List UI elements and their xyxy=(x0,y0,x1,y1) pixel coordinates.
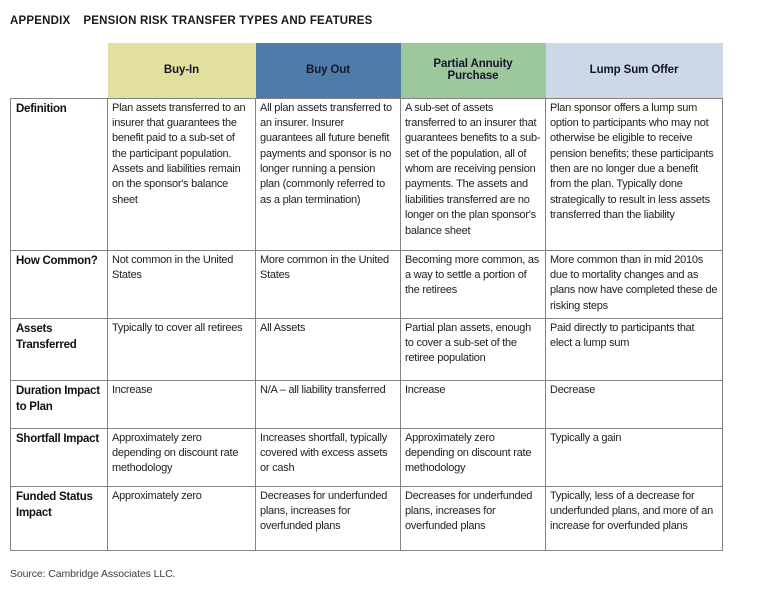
table-row-how-common xyxy=(11,250,723,318)
cell-shortfall-buy-in: Approximately zero depending on discount rate methodology xyxy=(108,428,256,486)
cell-duration-buy-out: N/A – all liability transferred xyxy=(256,380,401,428)
row-label-duration-impact: Duration Impact to Plan xyxy=(11,380,108,428)
cell-duration-buy-in: Increase xyxy=(108,380,256,428)
cell-assets-buy-out: All Assets xyxy=(256,318,401,380)
cell-shortfall-partial-annuity: Approximately zero depending on discount rate methodology xyxy=(401,428,546,486)
cell-funded-status-buy-in: Approximately zero xyxy=(108,486,256,550)
cell-assets-partial-annuity: Partial plan assets, enough to cover a sub-set of the retiree population xyxy=(401,318,546,380)
cell-definition-partial-annuity: A sub-set of assets transferred to an insurer that guarantees benefits to a sub-set of the population, all of whom are receiving pension payments. The assets and liabilities transferred are no longer on the plan sponsor's balance sheet xyxy=(401,98,546,250)
corner-cell xyxy=(11,43,108,98)
cell-duration-lump-sum: Decrease xyxy=(546,380,723,428)
cell-how-common-buy-in: Not common in the United States xyxy=(108,250,256,318)
table-row-funded-status-impact xyxy=(11,486,723,550)
column-header-partial-annuity-purchase: Partial Annuity Purchase xyxy=(401,43,546,98)
cell-duration-partial-annuity: Increase xyxy=(401,380,546,428)
cell-assets-lump-sum: Paid directly to participants that elect a lump sum xyxy=(546,318,723,380)
column-header-buy-in: Buy-In xyxy=(108,43,256,98)
cell-shortfall-lump-sum: Typically a gain xyxy=(546,428,723,486)
cell-definition-buy-out: All plan assets transferred to an insurer. Insurer guarantees all future benefit payments and sponsor is no longer running a pension plan (commonly referred to as a plan termination) xyxy=(256,98,401,250)
table-row-definition xyxy=(11,98,723,250)
row-label-assets-transferred: Assets Transferred xyxy=(11,318,108,380)
pension-risk-transfer-table xyxy=(10,43,723,551)
table-row-duration-impact xyxy=(11,380,723,428)
row-label-funded-status-impact: Funded Status Impact xyxy=(11,486,108,550)
cell-how-common-buy-out: More common in the United States xyxy=(256,250,401,318)
table-row-assets-transferred xyxy=(11,318,723,380)
page xyxy=(0,15,770,601)
row-label-shortfall-impact: Shortfall Impact xyxy=(11,428,108,486)
cell-funded-status-partial-annuity: Decreases for underfunded plans, increases for overfunded plans xyxy=(401,486,546,550)
cell-definition-buy-in: Plan assets transferred to an insurer that guarantees the benefit paid to a sub-set of the participant population. Assets and liabilities remain on the sponsor's balance sheet xyxy=(108,98,256,250)
cell-how-common-lump-sum: More common than in mid 2010s due to mortality changes and as plans now have completed these de risking steps xyxy=(546,250,723,318)
row-label-definition: Definition xyxy=(11,98,108,250)
cell-funded-status-buy-out: Decreases for underfunded plans, increases for overfunded plans xyxy=(256,486,401,550)
row-label-how-common: How Common? xyxy=(11,250,108,318)
column-header-buy-out: Buy Out xyxy=(256,43,401,98)
cell-shortfall-buy-out: Increases shortfall, typically covered with excess assets or cash xyxy=(256,428,401,486)
header-row xyxy=(11,43,723,98)
table-row-shortfall-impact xyxy=(11,428,723,486)
title-text: PENSION RISK TRANSFER TYPES AND FEATURES xyxy=(83,15,373,27)
source-note: Source: Cambridge Associates LLC. xyxy=(10,567,176,580)
cell-assets-buy-in: Typically to cover all retirees xyxy=(108,318,256,380)
column-header-lump-sum-offer: Lump Sum Offer xyxy=(546,43,723,98)
cell-funded-status-lump-sum: Typically, less of a decrease for underfunded plans, and more of an increase for overfunded plans xyxy=(546,486,723,550)
title-kicker: APPENDIX xyxy=(10,15,71,27)
cell-definition-lump-sum: Plan sponsor offers a lump sum option to participants who may not otherwise be eligible to receive pension benefits; these participants then are no longer due a benefit from the plan. Typically done strategically to result in less assets transferred than the liability xyxy=(546,98,723,250)
page-title xyxy=(10,15,770,27)
cell-how-common-partial-annuity: Becoming more common, as a way to settle a portion of the retirees xyxy=(401,250,546,318)
